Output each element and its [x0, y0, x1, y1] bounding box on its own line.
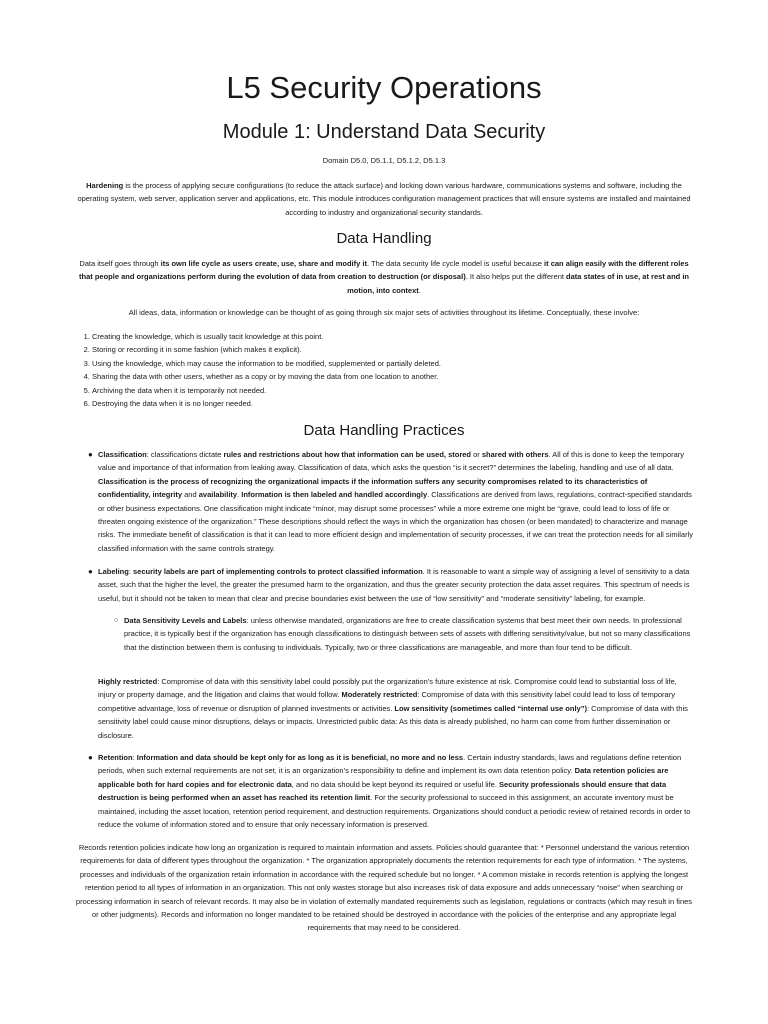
retention-bold-3: Data retention policies are applicable both for hard copies and for electronic data — [98, 766, 669, 789]
lifecycle-steps-list — [78, 330, 692, 410]
classification-text-2: or — [471, 450, 482, 459]
intro-bold-3: data states of in use, at rest and in motion, into context — [347, 272, 689, 295]
classification-bullet — [88, 448, 696, 555]
retention-term: Retention — [98, 753, 133, 762]
labeling-bold-2: security labels are part of implementing controls to protect classified information — [133, 567, 423, 576]
hardening-term: Hardening — [86, 181, 124, 190]
classification-text-5: . — [237, 490, 242, 500]
intro-bold-2: it can align easily with the different roles that people and organizations perform during the evolution of data from creation to destruction (or disposal) — [79, 259, 689, 282]
page-title: L5 Security Operations — [226, 70, 542, 105]
classification-text-1: : classifications dictate — [146, 450, 224, 459]
intro-bold-1: its own life cycle as users create, use, share and modify it — [160, 259, 367, 268]
labeling-term: Labeling — [98, 567, 129, 576]
sensitivity-levels-subbullet — [114, 614, 694, 654]
retention-text-3: , and no data should be kept beyond its required or useful life. — [291, 779, 500, 789]
intro-text-2: . The data security life cycle model is useful because — [366, 259, 545, 268]
intro-text-1: Data itself goes through — [79, 259, 161, 268]
classification-text-6: . Classifications are derived from laws, regulations, contract-specified standards or other business expectations. One classification might indicate “minor, may disrupt some processes” while a more extreme one might be “grave, could lead to loss of life or threaten ongoing existence of the organization.” These descriptions should reflect the ways in which the organization has chosen (or been mandated) to characterize and manage risks. The immediate benefit of classification is that it can lead to more efficient design and implementation of security processes, if we can treat the protection needs for all similarly classified information with the same controls strategy. — [98, 490, 694, 553]
levels-text-2: : Compromise of data with this sensitivity label could lead to loss of temporary competitive advantage, loss of revenue or disruption of planned investments or activities. — [98, 690, 675, 713]
list-item: 1. Creating the knowledge, which is usually tacit knowledge at this point. — [92, 330, 692, 343]
list-item: 6. Destroying the data when it is no longer needed. — [92, 397, 692, 410]
retention-text-2: . Certain industry standards, laws and regulations define retention periods, when such external requirements are not set, it is an organization’s responsibility to define and implement its own data retention policy. — [98, 753, 682, 776]
records-retention-paragraph: Records retention policies indicate how long an organization is required to maintain information and assets. Policies should guarantee that: * Personnel understand the various retention requirements for data of different types throughout the organization. * The organization appropriately documents the retention requirements for each type of information. * The systems, processes and individuals of the organization retain information in accordance with the required schedule but no longer. * A common mistake in records retention is applying the longest retention period to all types of information in an organization. This not only wastes storage but also increases risk of data exposure and adds unnecessary “noise” when searching or processing information in search of relevant records. It may also be in violation of externally mandated requirements such as legislation, regulations or contracts (which may result in fines or other judgments). Records and information no longer mandated to be retained should be destroyed in accordance with the policies of the enterprise and any appropriate legal requirements that may need to be considered. — [75, 843, 693, 933]
highly-restricted-term: Highly restricted — [98, 677, 158, 686]
hardening-text: is the process of applying secure configurations (to reduce the attack surface) and locking down various hardware, communications systems and software, including the operating system, web server, application server and applications, etc. This module introduces configuration management practices that will ensure systems are installed and maintained according to industry and organizational security standards. — [77, 181, 691, 217]
sensitivity-text: : unless otherwise mandated, organizations are free to create classification systems that best meet their own needs. In professional practice, it is typically best if the organization has enough classifications to distinguish between sets of assets with differing sensitivity/value, but not so many classifications that the distinction between them is confusing to individuals. Typically, two or three classifications are manageable, and more than four tend to be difficult. — [124, 616, 691, 652]
data-handling-intro — [72, 257, 696, 297]
levels-text-1: : Compromise of data with this sensitivity label could possibly put the organization’s future existence at risk. Compromise could lead to substantial loss of life, injury or property damage, and the litigation and claims that would follow. — [98, 677, 677, 700]
intro-text-3: . It also helps put the different — [465, 272, 567, 282]
list-item: 3. Using the knowledge, which may cause the information to be modified, supplemented or partially deleted. — [92, 357, 692, 370]
classification-text-3: . All of this is done to keep the temporary value and importance of that information from leaking away. Classification of data, which asks the question “is it secret?” determines the labeling, handling and use of all data. — [98, 450, 685, 473]
retention-bold-4: Security professionals should ensure that data destruction is being performed when an asset has reached its retention limit — [98, 779, 667, 803]
levels-text-3: : Compromise of data with this sensitivity label could cause minor disruptions, delays or impacts. Unrestricted public data: As this data is already published, no harm can come from further dissemination or disclosure. — [98, 703, 688, 740]
sensitivity-term: Data Sensitivity Levels and Labels — [124, 616, 247, 625]
moderately-restricted-term: Moderately restricted — [341, 690, 418, 700]
classification-bold-6: Information is then labeled and handled accordingly — [241, 490, 428, 500]
classification-term: Classification — [98, 450, 147, 459]
bullet-icon: ● — [88, 567, 93, 576]
retention-bold-2: Information and data should be kept only for as long as it is beneficial, no more and no less — [136, 753, 464, 762]
retention-text-1: : — [132, 753, 137, 762]
hardening-paragraph — [72, 179, 696, 219]
bullet-icon: ● — [88, 753, 93, 762]
labeling-bullet — [88, 565, 696, 605]
list-item: 5. Archiving the data when it is temporarily not needed. — [92, 384, 692, 397]
classification-bold-3: shared with others — [481, 450, 549, 459]
lifecycle-intro: All ideas, data, information or knowledge can be thought of as going through six major sets of activities throughout its lifetime. Conceptually, these involve: — [128, 308, 640, 317]
retention-text-4: . For the security professional to succeed in this assignment, an accurate inventory must be maintained, including the asset location, retention period requirement, and destruction requirements. Organizations should conduct a periodic review of retained records in order to reduce the volume of information stored and to ensure that only necessary information is preserved. — [98, 793, 691, 830]
labeling-text-2: . It is reasonable to want a simple way of assigning a level of sensitivity to a data asset, such that the higher the level, the greater the presumed harm to the organization, and thus the greater security protection the data asset requires. This spectrum of needs is useful, but it should not be taken to mean that clear and precise boundaries exist between the use of “low sensitivity” and “moderate sensitivity” labeling, for example. — [98, 567, 690, 603]
sensitivity-levels-paragraph — [98, 675, 696, 742]
retention-bullet — [88, 751, 696, 831]
labeling-text-1: : — [128, 567, 134, 576]
bullet-icon: ● — [88, 450, 93, 459]
classification-bold-2: rules and restrictions about how that information can be used, stored — [223, 450, 472, 459]
circle-bullet-icon: ○ — [114, 617, 119, 624]
list-item: 2. Storing or recording it in some fashion (which makes it explicit). — [92, 343, 692, 356]
classification-bold-4: Classification is the process of recognizing the organizational impacts if the information suffers any security compromises related to its characteristics of confidentiality, integrity — [98, 476, 648, 500]
domain-line: Domain D5.0, D5.1.1, D5.1.2, D5.1.3 — [322, 156, 446, 165]
data-handling-practices-heading: Data Handling Practices — [303, 422, 465, 439]
low-sensitivity-term: Low sensitivity (sometimes called “internal use only”) — [394, 703, 587, 713]
module-subtitle: Module 1: Understand Data Security — [222, 121, 546, 143]
data-handling-heading: Data Handling — [336, 230, 432, 247]
list-item: 4. Sharing the data with other users, whether as a copy or by moving the data from one location to another. — [92, 370, 692, 383]
classification-bold-5: availability — [198, 490, 238, 500]
classification-text-4: and — [182, 490, 199, 500]
intro-text-4: . — [418, 285, 421, 295]
